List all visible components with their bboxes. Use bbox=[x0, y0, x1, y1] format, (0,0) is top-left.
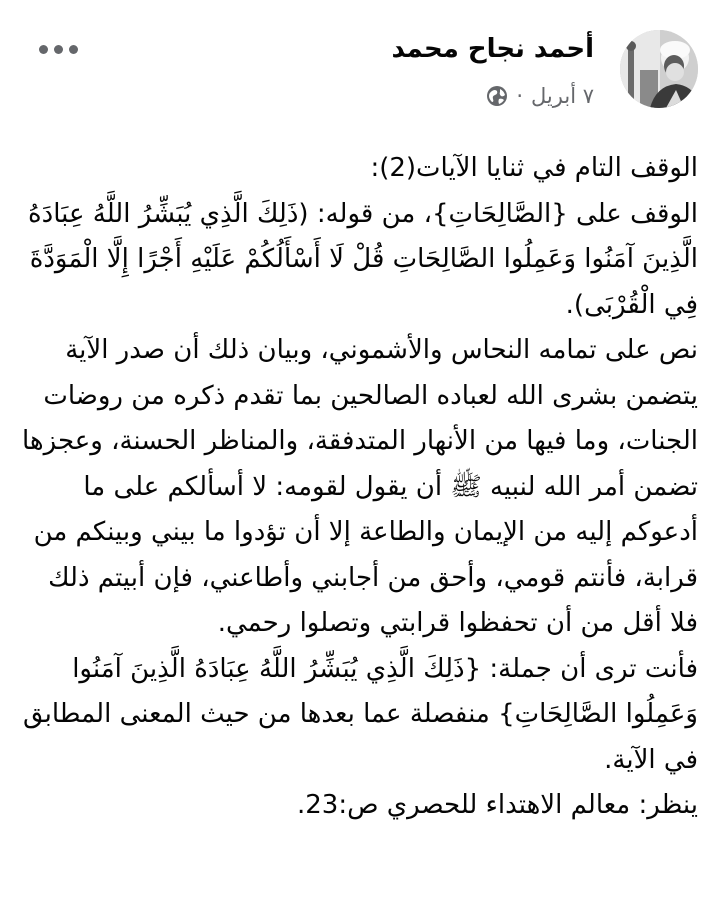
post-paragraph-title: الوقف التام في ثنايا الآيات(2): bbox=[370, 153, 698, 183]
post-paragraph-explanation: نص على تمامه النحاس والأشموني، وبيان ذلك أن صدر الآية يتضمن بشرى الله لعباده الصالحين بما تقدم ذكره من روضات الجنات، وما فيها من الأنهار المتدفقة، والمناظر الحسنة، وعجزها تضمن أمر الله لنبيه ﷺ أن يقول لقومه: لا أسألكم على ما أدعوكم إليه من الإيمان والطاعة إلا أن تؤدوا ما بيني وبينكم من قرابة، فأنتم قومي، وأحق من أجابني وأطاعني، فإن أبيتم ذلك فلا أقل من أن تحفظوا قرابتي وتصلوا رحمي. bbox=[22, 335, 698, 638]
author-avatar[interactable] bbox=[620, 30, 698, 108]
more-dot bbox=[39, 45, 48, 54]
date-separator: · bbox=[516, 84, 524, 108]
post-header bbox=[22, 28, 698, 118]
more-dot bbox=[54, 45, 63, 54]
more-options-button[interactable] bbox=[36, 30, 81, 60]
post-paragraph-reference: ينظر: معالم الاهتداء للحصري ص:23. bbox=[296, 790, 698, 820]
post-meta bbox=[486, 84, 594, 108]
post-paragraph-conclusion: فأنت ترى أن جملة: {ذَلِكَ الَّذِي يُبَشِّرُ اللَّهُ عِبَادَهُ الَّذِينَ آمَنُوا وَعَمِلُوا الصَّالِحَاتِ} منفصلة عما بعدها من حيث المعنى المطابق في الآية. bbox=[22, 653, 698, 775]
avatar-image bbox=[620, 30, 698, 108]
post-date[interactable]: ٧ أبريل bbox=[531, 84, 594, 108]
author-name[interactable]: أحمد نجاح محمد bbox=[391, 34, 594, 64]
post-body bbox=[18, 146, 698, 829]
more-dot bbox=[69, 45, 78, 54]
post-paragraph-verse: الوقف على {الصَّالِحَاتِ}، من قوله: (ذَلِكَ الَّذِي يُبَشِّرُ اللَّهُ عِبَادَهُ الَّذِينَ آمَنُوا وَعَمِلُوا الصَّالِحَاتِ قُلْ لَا أَسْأَلُكُمْ عَلَيْهِ أَجْرًا إِلَّا الْمَوَدَّةَ فِي الْقُرْبَى). bbox=[28, 198, 698, 320]
globe-icon[interactable] bbox=[486, 85, 508, 107]
